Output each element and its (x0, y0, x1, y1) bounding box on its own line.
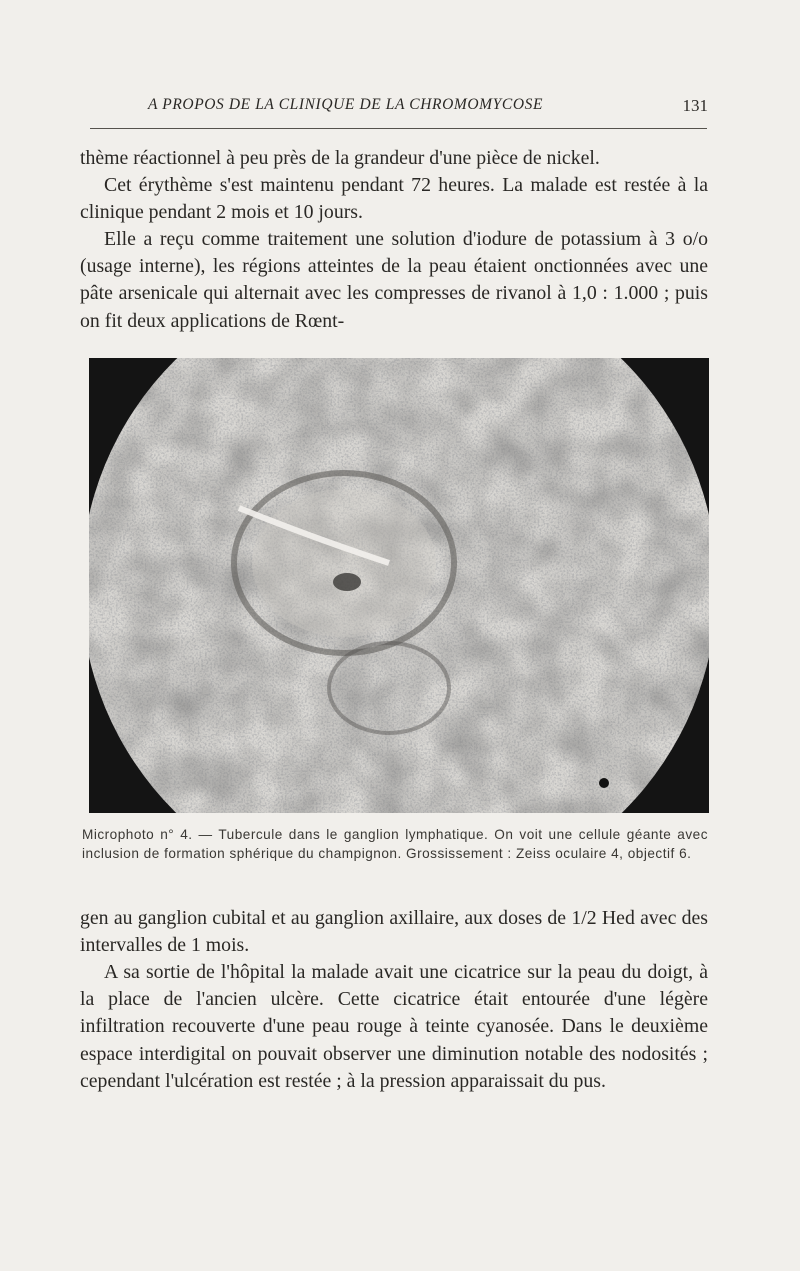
figure-caption: Microphoto n° 4. — Tubercule dans le ganglion lymphatique. On voit une cellule géante avec inclusion de formation sphérique du champignon. Grossissement : Zeiss oculaire 4, objectif 6. (82, 827, 708, 861)
page-number: 131 (682, 96, 708, 115)
header-rule (90, 128, 707, 129)
running-title: A PROPOS DE LA CLINIQUE DE LA CHROMOMYCOSE (148, 96, 544, 113)
paragraph-5: A sa sortie de l'hôpital la malade avait une cicatrice sur la peau du doigt, à la place de l'ancien ulcère. Cette cicatrice était entourée d'une légère infiltration recouverte d'une peau rouge à teinte cyanosée. Dans le deuxième espace interdigital on pouvait observer une diminution notable des nodosités ; cependant l'ulcération est restée ; à la pression apparaissait du pus. (80, 961, 708, 1092)
microphotograph-image (89, 358, 709, 813)
paragraph-3: Elle a reçu comme traitement une solution d'iodure de potassium à 3 o/o (usage interne), les régions atteintes de la peau étaient onctionnées avec une pâte arsenicale qui alternait avec les compresses de rivanol à 1,0 : 1.000 ; puis on fit deux applications de Rœnt- (80, 228, 708, 332)
paragraph-2: Cet érythème s'est maintenu pendant 72 heures. La malade est restée à la clinique pendant 2 mois et 10 jours. (80, 174, 708, 224)
paragraph-4: gen au ganglion cubital et au ganglion axillaire, aux doses de 1/2 Hed avec des intervalles de 1 mois. (80, 907, 708, 957)
paragraph-1: thème réactionnel à peu près de la grandeur d'une pièce de nickel. (80, 147, 600, 169)
microphotograph (89, 358, 709, 813)
running-head (90, 96, 710, 120)
